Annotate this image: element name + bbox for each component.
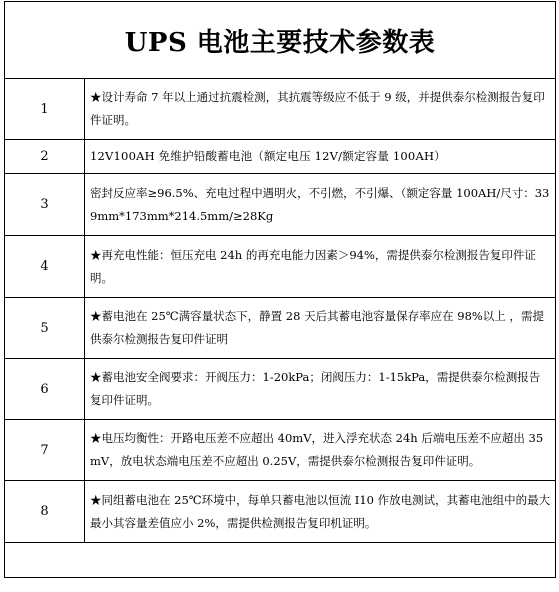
title-cell <box>5 2 556 79</box>
row-content: ★蓄电池安全阀要求：开阀压力：1-20kPa；闭阀压力：1-15kPa，需提供泰尔检测报告复印件证明。 <box>85 359 556 420</box>
spec-table <box>4 1 556 578</box>
table-row <box>5 481 556 543</box>
title-row <box>5 2 556 79</box>
row-number: 1 <box>5 79 85 140</box>
row-number: 7 <box>5 420 85 481</box>
table-row <box>5 236 556 298</box>
row-content: ★设计寿命 7 年以上通过抗震检测，其抗震等级应不低于 9 级，并提供泰尔检测报告复印件证明。 <box>85 79 556 140</box>
row-content: 12V100AH 免维护铅酸蓄电池（额定电压 12V/额定容量 100AH） <box>85 140 556 174</box>
row-number: 5 <box>5 298 85 359</box>
row-number: 8 <box>5 481 85 543</box>
row-content: ★再充电性能：恒压充电 24h 的再充电能力因素＞94%，需提供泰尔检测报告复印件证明。 <box>85 236 556 298</box>
row-content: ★同组蓄电池在 25℃环境中，每单只蓄电池以恒流 I10 作放电测试，其蓄电池组中的最大最小其容量差值应小 2%，需提供检测报告复印机证明。 <box>85 481 556 543</box>
row-content: 密封反应率≥96.5%、充电过程中遇明火，不引燃，不引爆、（额定容量 100AH/尺寸：339mm*173mm*214.5mm/≥28Kg <box>85 174 556 236</box>
table-row <box>5 140 556 174</box>
table-row <box>5 174 556 236</box>
table-row <box>5 298 556 359</box>
row-number: 2 <box>5 140 85 174</box>
table-row <box>5 420 556 481</box>
row-content: ★电压均衡性：开路电压差不应超出 40mV，进入浮充状态 24h 后端电压差不应超出 35mV，放电状态端电压差不应超出 0.25V，需提供泰尔检测报告复印件证明。 <box>85 420 556 481</box>
row-number: 3 <box>5 174 85 236</box>
table-row <box>5 359 556 420</box>
table-row <box>5 79 556 140</box>
row-number: 4 <box>5 236 85 298</box>
empty-row <box>5 543 556 578</box>
spec-document <box>4 1 555 587</box>
row-content: ★蓄电池在 25℃满容量状态下，静置 28 天后其蓄电池容量保存率应在 98%以上 ，需提供泰尔检测报告复印件证明 <box>85 298 556 359</box>
row-number: 6 <box>5 359 85 420</box>
empty-cell <box>5 543 556 578</box>
page-title: UPS 电池主要技术参数表 <box>124 27 436 58</box>
